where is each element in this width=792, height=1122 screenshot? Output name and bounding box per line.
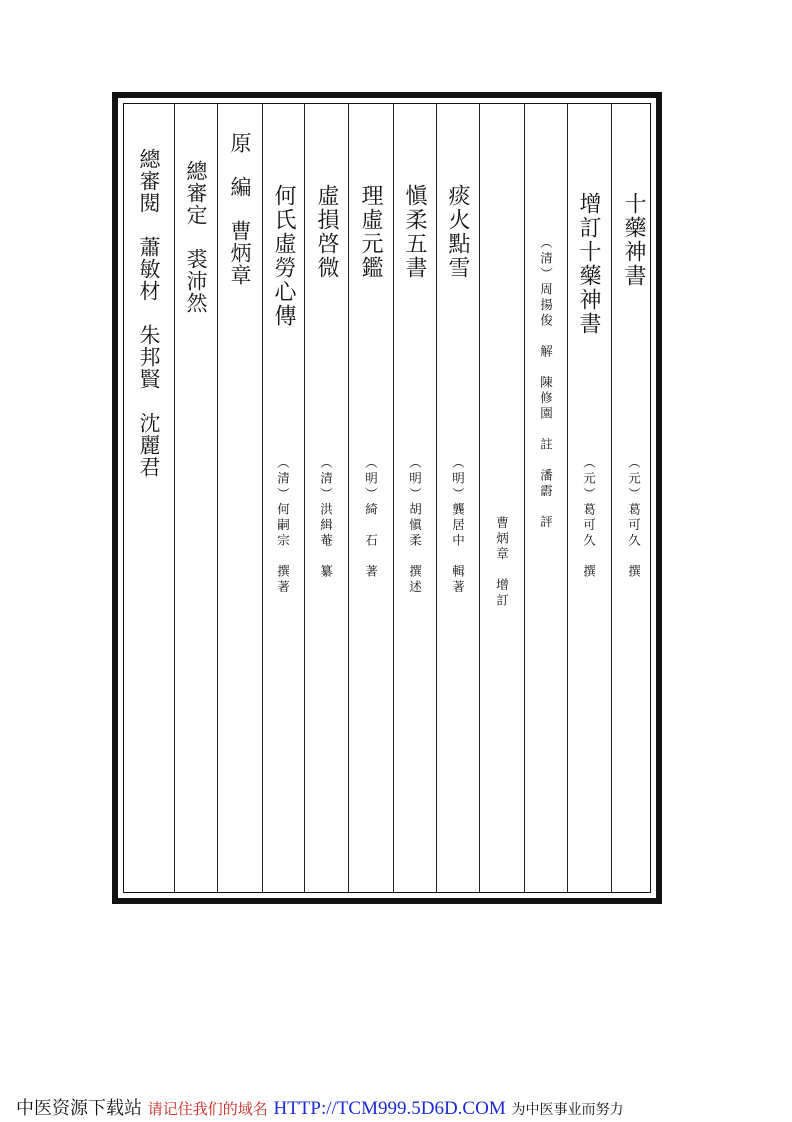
book-column (436, 104, 479, 892)
book-title: 十藥神書 (621, 192, 646, 288)
book-author: 曹炳章 增訂 (494, 516, 510, 609)
book-column (262, 104, 304, 892)
editor-label: 原 編 曹炳章 (228, 132, 252, 286)
book-title: 理虛元鑑 (358, 184, 383, 280)
book-author: （清）周揚俊 解 陳修園 註 潘霨 評 (538, 236, 554, 531)
book-title: 愼柔五書 (402, 184, 427, 280)
book-author: （元）葛可久 撰 (626, 456, 642, 580)
page-inner-border (123, 103, 651, 893)
book-title: 痰火點雪 (445, 184, 470, 280)
footer-slogan: 为中医事业而努力 (511, 1102, 624, 1118)
book-column (479, 104, 524, 892)
book-author: （清）何嗣宗 撰著 (275, 456, 291, 596)
book-title: 增訂十藥神書 (576, 192, 601, 336)
book-title: 何氏虛勞心傳 (271, 184, 296, 328)
book-column (524, 104, 567, 892)
book-column (304, 104, 348, 892)
book-author: （明）綺 石 著 (363, 456, 379, 580)
proofreaders-label: 總審閱 蕭敏材 朱邦賢 沈麗君 (137, 148, 161, 478)
proofreaders-column (124, 104, 174, 892)
editor-column (217, 104, 262, 892)
footer-reminder: 请记住我们的域名 (147, 1100, 268, 1118)
book-column (348, 104, 393, 892)
footer-site-name: 中医资源下载站 (16, 1098, 142, 1119)
book-author: （清）洪緝菴 纂 (318, 456, 334, 580)
footer-url-link[interactable]: HTTP://TCM999.5D6D.COM (273, 1098, 506, 1119)
book-title: 虛損啓微 (314, 184, 339, 280)
book-author: （明）龔居中 輯著 (450, 456, 466, 596)
book-author: （元）葛可久 撰 (581, 456, 597, 580)
reviewer-column (174, 104, 217, 892)
book-column (611, 104, 657, 892)
book-column (567, 104, 611, 892)
page-frame (112, 92, 662, 904)
book-column (393, 104, 436, 892)
reviewer-label: 總審定 裘沛然 (184, 160, 208, 314)
footer-banner (16, 1094, 786, 1120)
book-author: （明）胡愼柔 撰述 (407, 456, 423, 596)
